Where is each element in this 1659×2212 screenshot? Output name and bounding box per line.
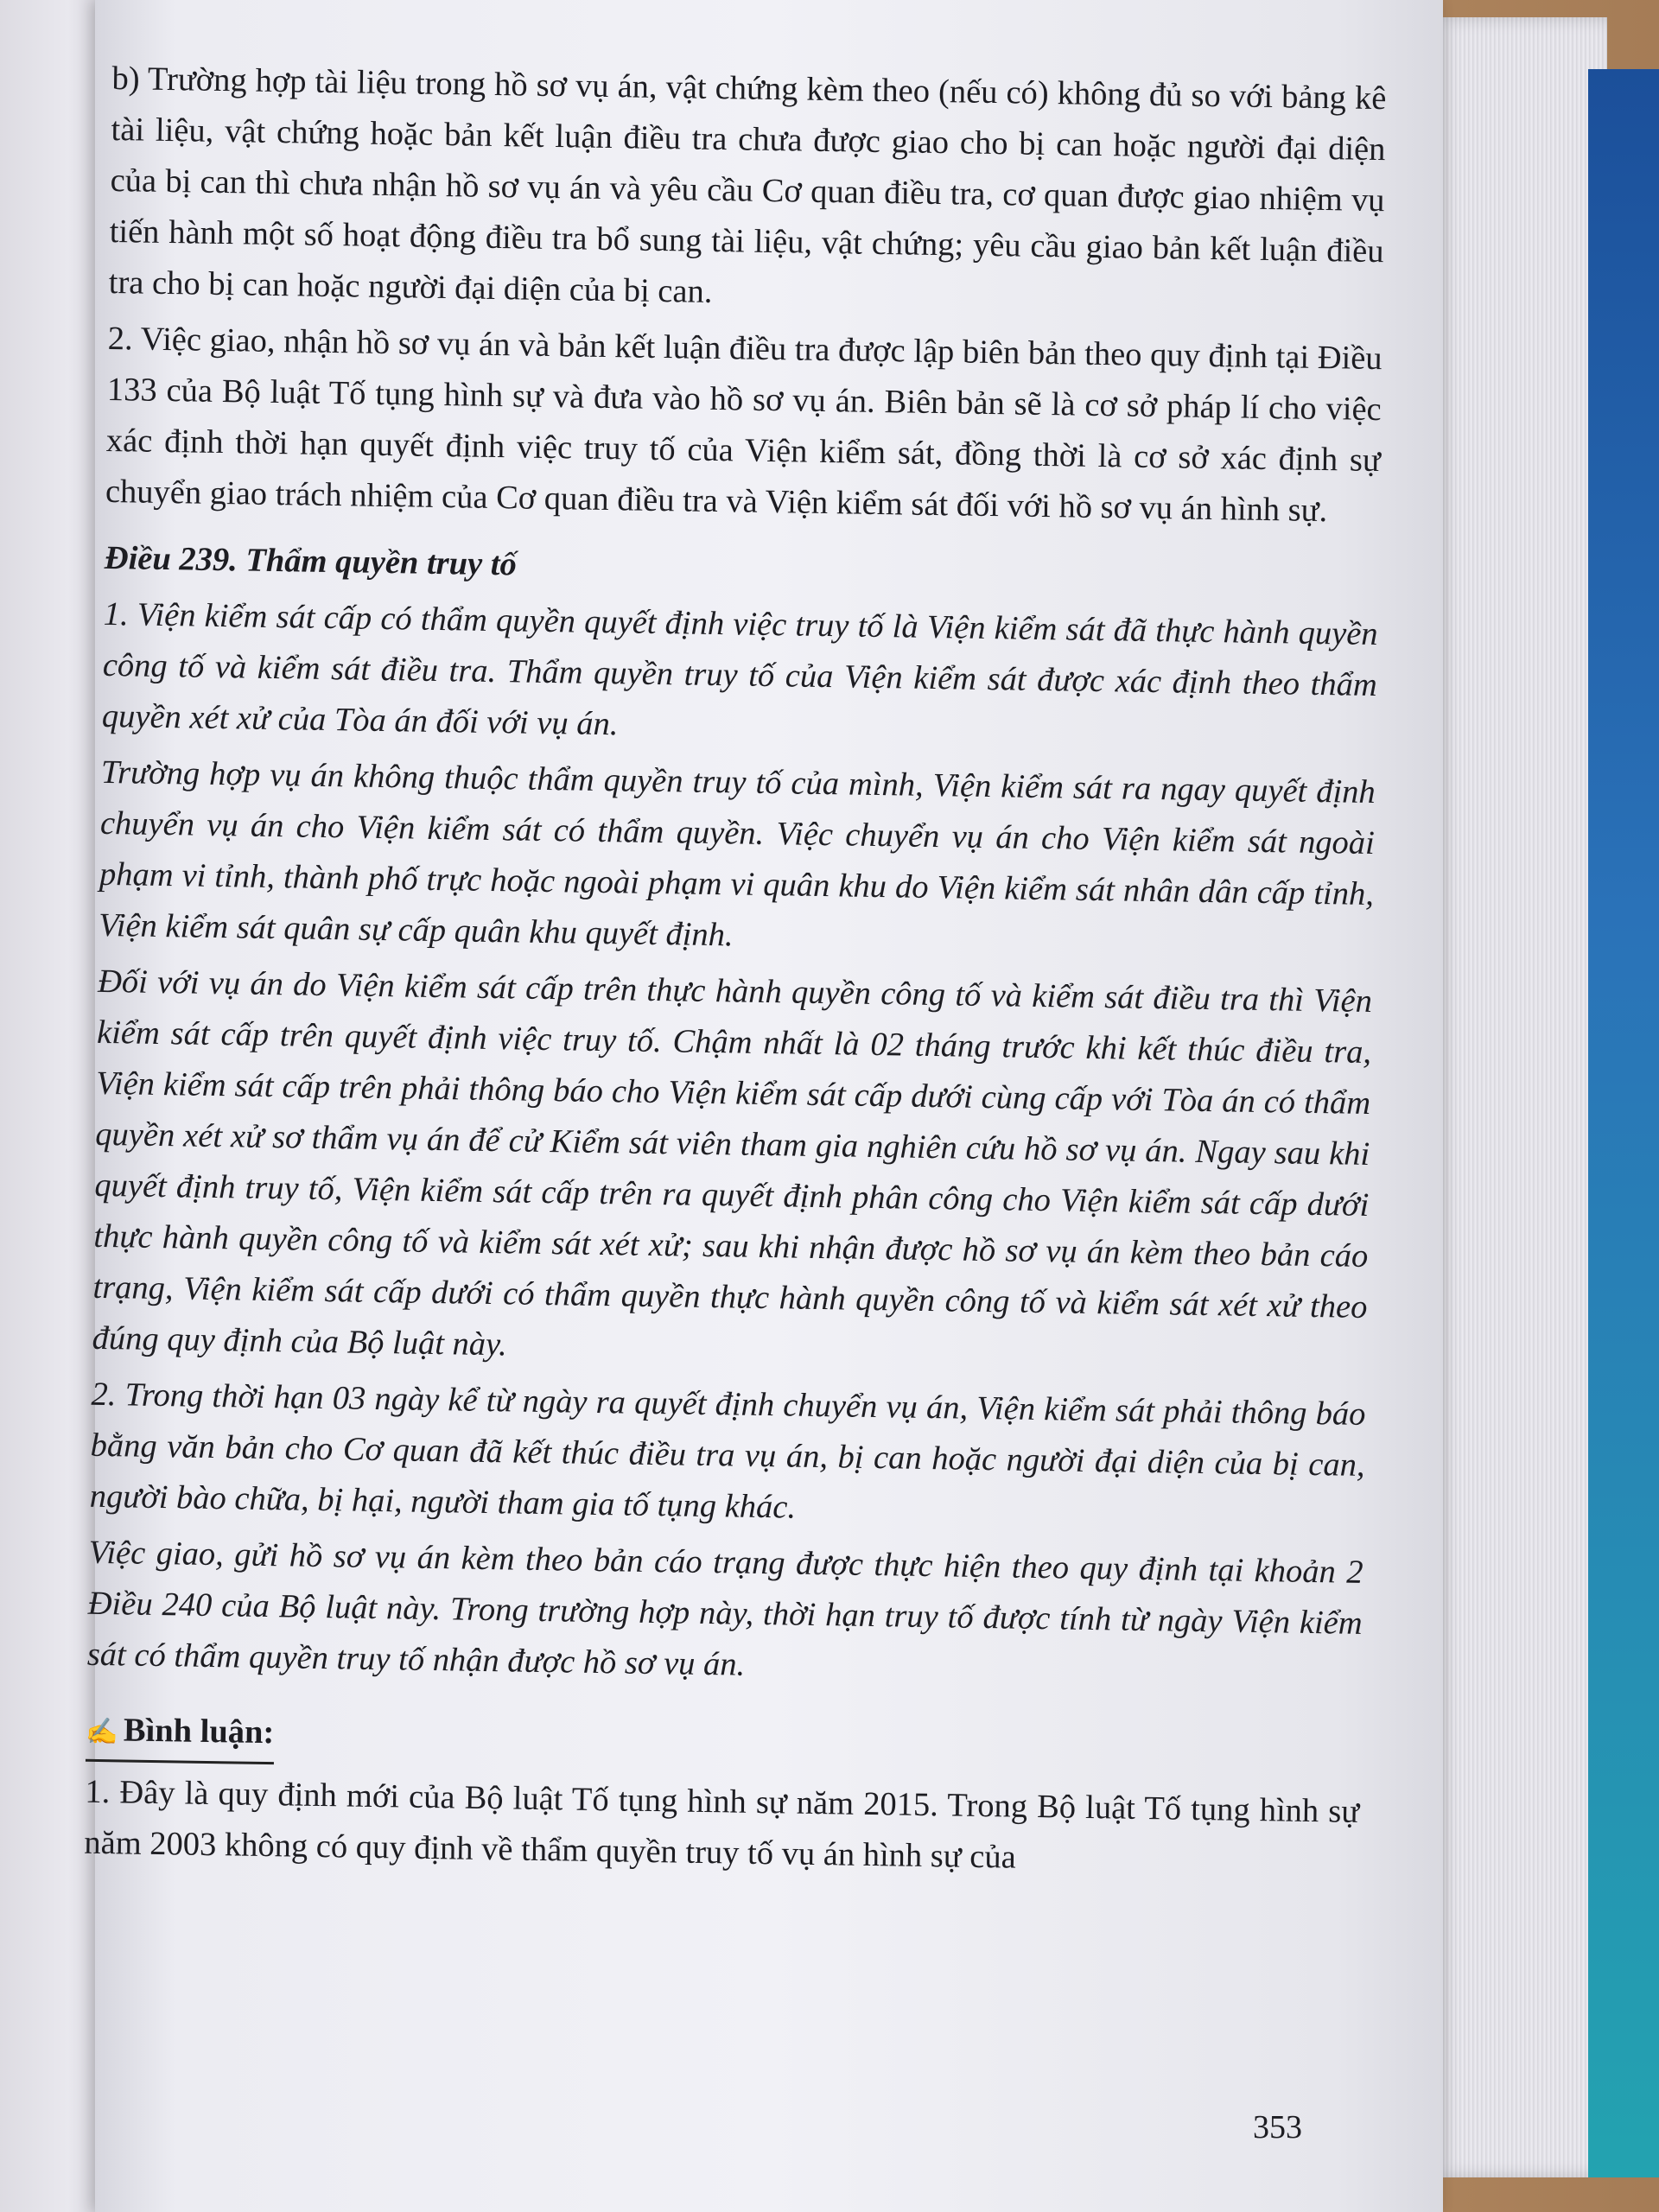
comment-paragraph: 1. Đây là quy định mới của Bộ luật Tố tụng hình sự năm 2015. Trong Bộ luật Tố tụng hình sự năm 2003 không có quy định về thẩm quyền truy tố vụ án hình sự của [84,1773,1360,1876]
article-paragraph: Trường hợp vụ án không thuộc thẩm quyền truy tố của mình, Viện kiểm sát ra ngay quyết định chuyển vụ án cho Viện kiểm sát có thẩm quyền. Việc chuyển vụ án cho Viện kiểm sát ngoài phạm vi tỉnh, thành phố trực hoặc ngoài phạm vi quân khu do Viện kiểm sát nhân dân cấp tỉnh, Viện kiểm sát quân sự cấp quân khu quyết định. [98,753,1376,954]
book-cover-edge [1588,69,1659,2177]
pen-icon: ✍ [86,1717,119,1747]
article-heading: Điều 239. Thẩm quyền truy tố [104,539,518,583]
page-number: 353 [1253,2109,1302,2145]
book-page [84,0,1443,2212]
page-text [84,54,1387,1894]
page-stack-edge [1434,17,1607,2177]
article-paragraph: 2. Trong thời hạn 03 ngày kể từ ngày ra quyết định chuyển vụ án, Viện kiểm sát phải thông báo bằng văn bản cho Cơ quan đã kết thúc điều tra vụ án, bị can hoặc người đại diện của bị can, người bào chữa, bị hại, người tham gia tố tụng khác. [89,1376,1366,1526]
article-paragraph: Việc giao, gửi hồ sơ vụ án kèm theo bản cáo trạng được thực hiện theo quy định tại khoản 2 Điều 240 của Bộ luật này. Trong trường hợp này, thời hạn truy tố được tính từ ngày Viện kiểm sát có thẩm quyền truy tố nhận được hồ sơ vụ án. [86,1534,1363,1683]
article-paragraph: Đối với vụ án do Viện kiểm sát cấp trên thực hành quyền công tố và kiểm sát điều tra thì Viện kiểm sát cấp trên quyết định việc truy tố. Chậm nhất là 02 tháng trước khi kết thúc điều tra, Viện kiểm sát cấp trên phải thông báo cho Viện kiểm sát cấp dưới cùng cấp với Tòa án có thẩm quyền xét xử sơ thẩm vụ án để cử Kiểm sát viên tham gia nghiên cứu hồ sơ vụ án. Ngay sau khi quyết định truy tố, Viện kiểm sát cấp trên ra quyết định phân công cho Viện kiểm sát cấp dưới thực hành quyền công tố và kiểm sát xét xử; sau khi nhận được hồ sơ vụ án kèm theo bản cáo trạng, Viện kiểm sát cấp dưới có thẩm quyền thực hành quyền công tố và kiểm sát xét xử theo đúng quy định của Bộ luật này. [92,963,1373,1363]
paragraph: 2. Việc giao, nhận hồ sơ vụ án và bản kết luận điều tra được lập biên bản theo quy định tại Điều 133 của Bộ luật Tố tụng hình sự và đưa vào hồ sơ vụ án. Biên bản sẽ là cơ sở pháp lí cho việc xác định thời hạn quyết định việc truy tố của Viện kiểm sát, đồng thời là cơ sở xác định sự chuyển giao trách nhiệm của Cơ quan điều tra và Viện kiểm sát đối với hồ sơ vụ án hình sự. [105,320,1382,530]
paragraph: b) Trường hợp tài liệu trong hồ sơ vụ án, vật chứng kèm theo (nếu có) không đủ so với bảng kê tài liệu, vật chứng hoặc bản kết luận điều tra chưa được giao cho bị can hoặc người đại diện của bị can thì chưa nhận hồ sơ vụ án và yêu cầu Cơ quan điều tra, cơ quan được giao nhiệm vụ tiến hành một số hoạt động điều tra bổ sung tài liệu, vật chứng; yêu cầu giao bản kết luận điều tra cho bị can hoặc người đại diện của bị can. [108,60,1387,310]
comment-heading [86,1705,275,1764]
comment-heading-label: Bình luận: [123,1712,275,1751]
article-paragraph: 1. Viện kiểm sát cấp có thẩm quyền quyết định việc truy tố là Viện kiểm sát đã thực hành quyền công tố và kiểm sát điều tra. Thẩm quyền truy tố của Viện kiểm sát được xác định theo thẩm quyền xét xử của Tòa án đối với vụ án. [101,595,1378,743]
